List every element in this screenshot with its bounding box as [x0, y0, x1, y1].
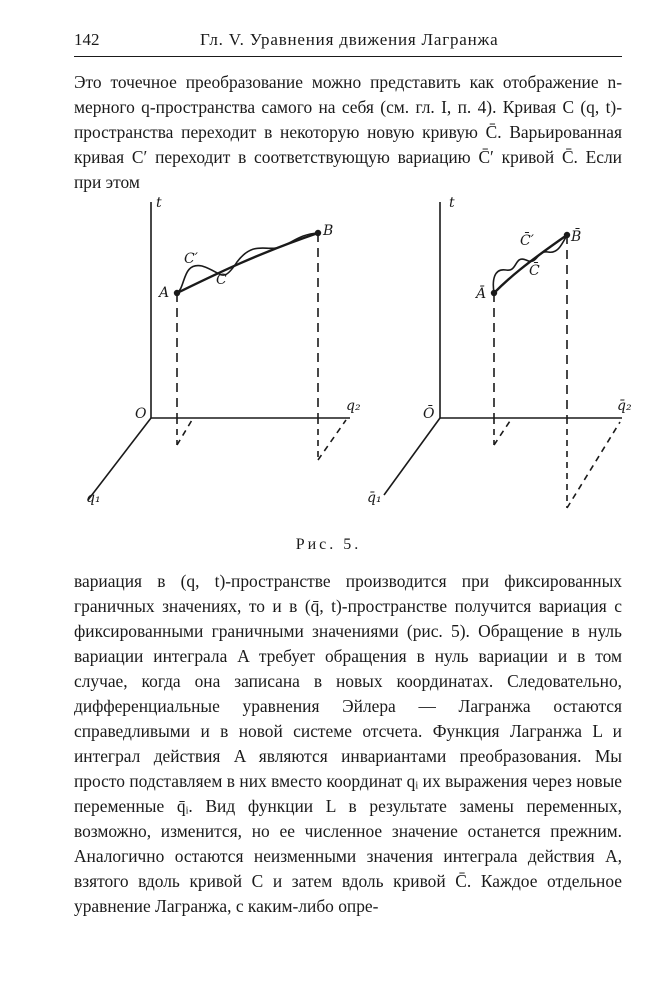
left-c-prime-label: C′: [184, 251, 198, 267]
right-q1-label: q̄₁: [367, 490, 382, 506]
right-q2-label: q̄₂: [617, 398, 632, 414]
right-c-prime-label: C̄′: [520, 233, 534, 249]
left-t-label: t: [156, 195, 162, 211]
left-q2-label: q₂: [346, 398, 361, 414]
right-q1-axis: [384, 418, 440, 495]
left-curve-c: [177, 233, 318, 293]
right-t-label: t: [449, 195, 455, 211]
right-a-label: Ā: [476, 286, 487, 302]
left-q1-axis: [88, 418, 151, 500]
right-origin-label: Ō: [423, 406, 435, 422]
figure-caption: Рис. 5.: [295, 536, 362, 553]
figure-5: [74, 190, 632, 530]
right-b-label: B̄: [571, 229, 582, 245]
right-c-label: C̄: [529, 263, 540, 279]
left-b-label: B: [323, 223, 334, 239]
left-q1-label: q₁: [86, 490, 101, 506]
page-header: [74, 26, 622, 57]
left-c-label: C: [216, 272, 227, 288]
left-origin-label: O: [135, 406, 147, 422]
paragraph-bottom: вариация в (q, t)-пространстве производится при фиксированных граничных значениях, то и в (q̄, t)-пространстве получится вариация с фиксированными граничными значениями (рис. 5). Обращение в нуль вариации интеграла A требует обращения в нуль вариации и в том случае, когда она записана в новых координатах. Следовательно, дифференциальные уравнения Эйлера — Лагранжа остаются справедливыми и в новой системе отсчета. Функция Лагранжа L и интеграл действия A являются инвариантами преобразования. Мы просто подставляем в них вместо координат qᵢ их выражения через новые переменные q̄ᵢ. Вид функции L в результате замены переменных, возможно, изменится, но ее численное значение останется прежним. Аналогично остаются неизменными значения интеграла действия A, взятого вдоль кривой C и затем вдоль кривой C̄. Каждое отдельное уравнение Лагранжа, с каким-либо опре-: [74, 571, 622, 916]
paragraph-top: Это точечное преобразование можно представить как отображение n-мерного q-пространства самого на себя (см. гл. I, п. 4). Кривая C (q, t)-пространства переходит в некоторую новую кривую C̄. Варьированная кривая C′ переходит в соответствующую вариацию C̄′ кривой C̄. Если при этом: [74, 72, 622, 192]
chapter-title: Гл. V. Уравнения движения Лагранжа: [200, 30, 499, 49]
left-a-label: A: [159, 285, 170, 301]
page-number: 142: [74, 30, 100, 49]
